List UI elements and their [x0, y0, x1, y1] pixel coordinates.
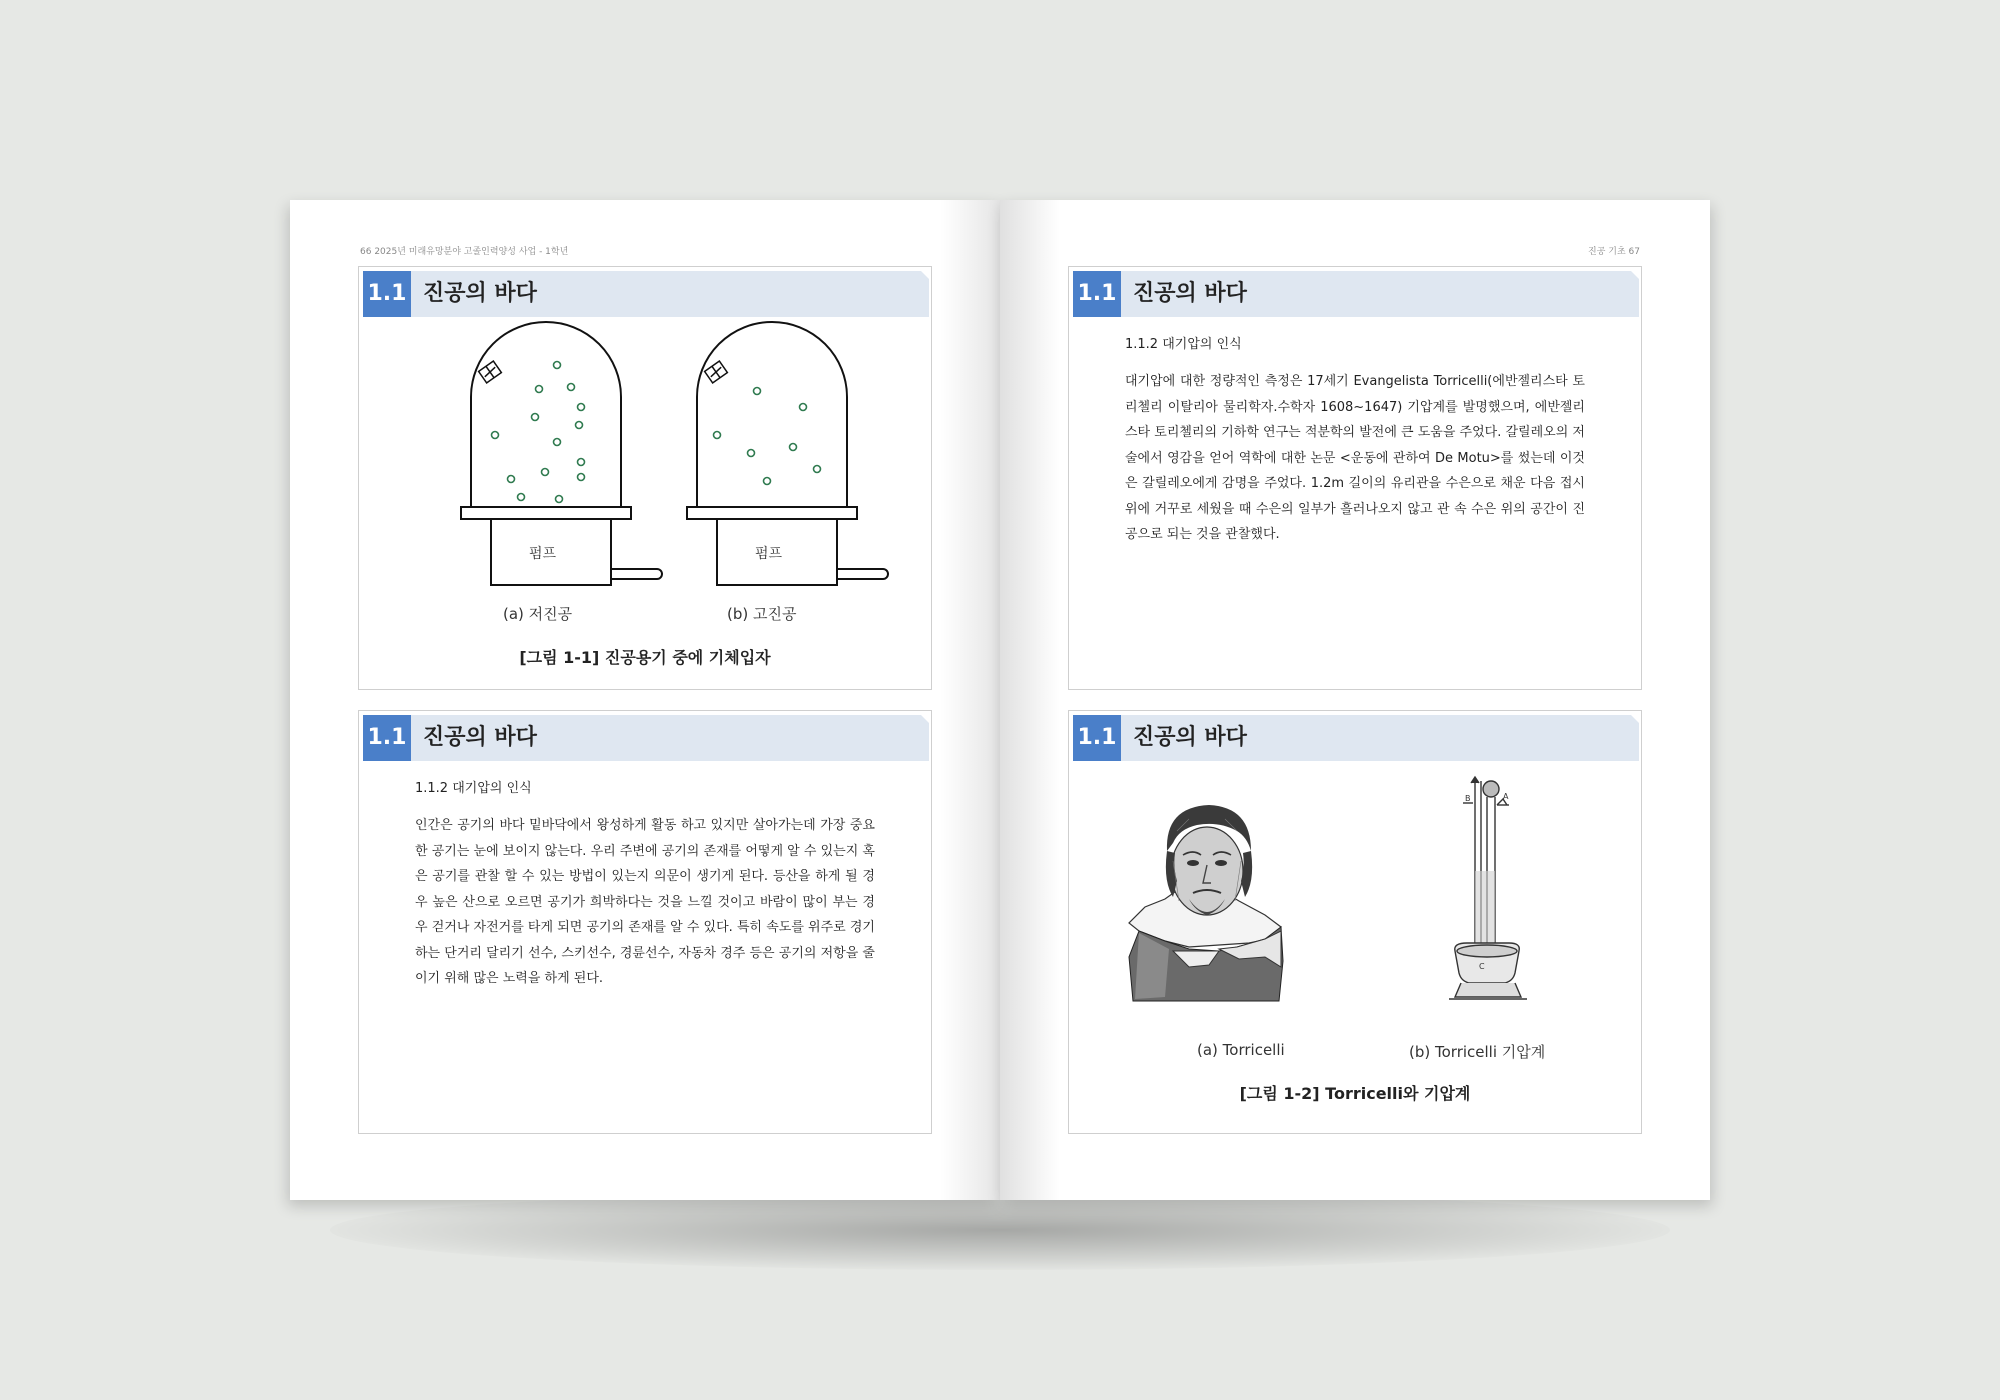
right-gutter-shade	[1000, 200, 1060, 1200]
section-header	[363, 715, 929, 761]
left-page	[290, 200, 1000, 1200]
torricelli-barometer-image	[1449, 777, 1527, 999]
chamber-a	[461, 322, 662, 585]
svg-text:A: A	[1503, 792, 1509, 801]
section-title: 진공의 바다	[423, 281, 537, 306]
pump-label-b: 펌프	[755, 546, 783, 562]
section-header	[1073, 271, 1639, 317]
left-top-panel	[358, 266, 932, 690]
right-running-head: 진공 기초 67	[1588, 247, 1640, 257]
torricelli-figure	[1069, 711, 1641, 1133]
figure-caption: [그림 1-1] 진공용기 중에 기체입자	[519, 648, 771, 667]
figure-sublabel-b: (b) 고진공	[727, 605, 797, 623]
right-page	[1000, 200, 1710, 1200]
section-number: 1.1	[1073, 271, 1121, 317]
figure-caption: [그림 1-2] Torricelli와 기압계	[1239, 1084, 1471, 1103]
figure-sublabel-b: (b) Torricelli 기압계	[1409, 1043, 1546, 1061]
torricelli-portrait-image	[1129, 805, 1283, 1001]
vacuum-chamber-figure	[359, 267, 931, 689]
book-shadow	[330, 1190, 1670, 1270]
left-running-head: 66 2025년 미래유망분야 고졸인력양성 사업 - 1학년	[360, 247, 569, 257]
subheading: 1.1.2 대기압의 인식	[415, 781, 532, 796]
section-title: 진공의 바다	[1133, 281, 1247, 306]
figure-sublabel-a: (a) Torricelli	[1197, 1041, 1285, 1059]
right-bottom-panel	[1068, 710, 1642, 1134]
pump-label-a: 펌프	[529, 546, 557, 562]
header-corner	[921, 715, 929, 723]
svg-text:C: C	[1479, 962, 1485, 971]
header-corner	[1631, 271, 1639, 279]
section-number: 1.1	[363, 715, 411, 761]
section-number: 1.1	[363, 271, 411, 317]
body-paragraph: 대기압에 대한 정량적인 측정은 17세기 Evangelista Torricelli(에반젤리스타 토리첼리 이탈리아 물리학자.수학자 1608~1647) 기압계를 발명했으며, 에반젤리스타 토리첼리의 기하학 연구는 적분학의 발전에 큰 도움을 주었다. 갈릴레오의 저술에서 영감을 얻어 역학에 대한 논문 <운동에 관하여 De Motu>를 썼는데 이것은 갈릴레오에게 감명을 주었다. 1.2m 길이의 유리관을 수은으로 채운 다음 접시 위에 거꾸로 세웠을 때 수은의 일부가 흘러나오지 않고 관 속 수은 위의 공간이 진공으로 되는 것을 관찰했다.	[1125, 374, 1585, 542]
svg-text:B: B	[1465, 794, 1471, 803]
section-number: 1.1	[1073, 715, 1121, 761]
body-paragraph: 인간은 공기의 바다 밑바닥에서 왕성하게 활동 하고 있지만 살아가는데 가장 중요한 공기는 눈에 보이지 않는다. 우리 주변에 공기의 존재를 어떻게 알 수 있는지 혹은 공기를 관찰 할 수 있는 방법이 있는지 의문이 생기게 된다. 등산을 하게 될 경우 높은 산으로 오르면 공기가 희박하다는 것을 느낄 것이고 바람이 많이 부는 경우 걷거나 자전거를 타게 되면 공기의 존재를 알 수 있다. 특히 속도를 위주로 경기하는 단거리 달리기 선수, 스키선수, 경륜선수, 자동차 경주 등은 공기의 저항을 줄이기 위해 많은 노력을 하게 된다.	[415, 818, 875, 986]
figure-sublabel-a: (a) 저진공	[503, 605, 573, 623]
section-title: 진공의 바다	[423, 725, 537, 750]
subheading: 1.1.2 대기압의 인식	[1125, 337, 1242, 352]
right-top-panel	[1068, 266, 1642, 690]
section-title: 진공의 바다	[1133, 725, 1247, 750]
left-bottom-panel	[358, 710, 932, 1134]
left-gutter-shade	[940, 200, 1000, 1200]
chamber-b	[687, 322, 888, 585]
